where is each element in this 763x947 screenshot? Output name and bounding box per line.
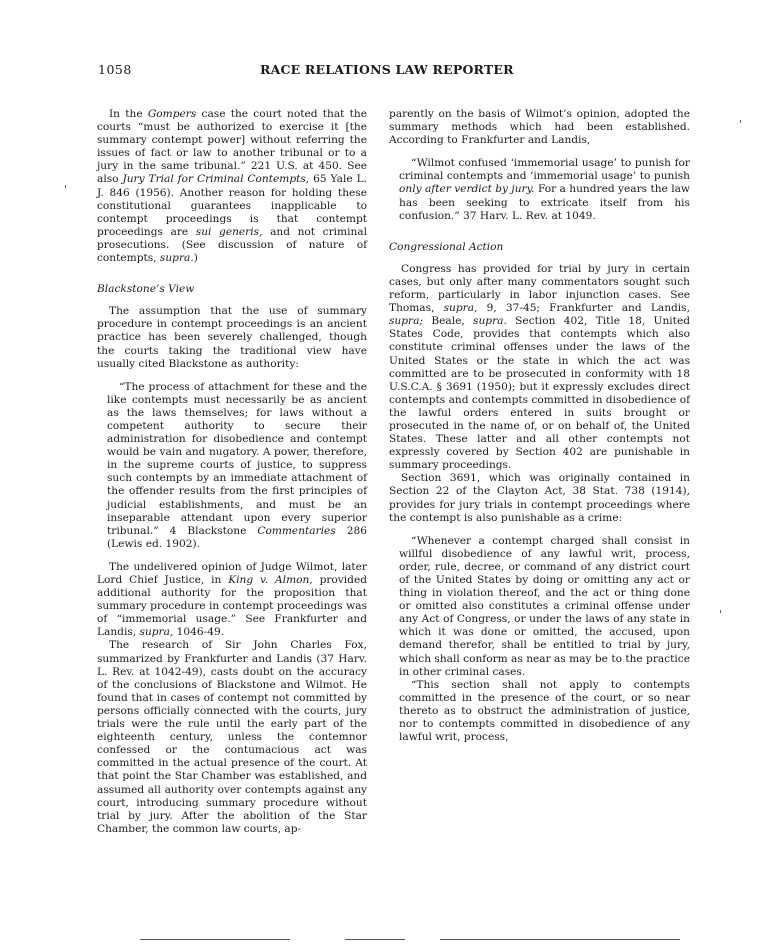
paragraph-assumption: The assumption that the use of summary procedure in contempt proceedings is an ancient practice has been severely challenged, though the courts taking the traditional view have usually cited Blackstone as authority: xyxy=(97,305,367,370)
running-title: RACE RELATIONS LAW REPORTER xyxy=(260,62,514,77)
statute-paragraph-1: “Whenever a contempt charged shall consist in willful disobedience of any lawful writ, process, order, rule, decree, or command of any district court of the United States by doing or omitting any act or thing in violation thereof, and the act or thing done or omitted also constitutes a criminal offense under any Act of Congress, or under the laws of any state in which it was done or omitted, the accused, upon demand therefor, shall be entitled to trial by jury, which shall conform as near as may be to the practice in other criminal cases. xyxy=(399,534,690,678)
footer-rule-right xyxy=(440,939,680,940)
paragraph-congress: Congress has provided for trial by jury in certain cases, but only after many commentators sought such reform, particularly in labor injunction cases. See Thomas, supra, 9, 37-45; Frankfurter and Landis, supra; Beale, supra. Section 402, Title 18, United States Code, provides that contempts which also constitute criminal offenses under the laws of the United States or the state in which the act was committed are to be prosecuted in conformity with 18 U.S.C.A. § 3691 (1950); but it expressly excludes direct contempts and contempts committed in disobedience of the lawful orders entered in suits brought or prosecuted in the name of, or on behalf of, the United States. These latter and all other contempts not expressly covered by Section 402 are punishable in summary proceedings. xyxy=(389,262,690,472)
left-column xyxy=(97,108,367,836)
scan-mark xyxy=(720,610,721,613)
scan-mark xyxy=(740,120,741,123)
blockquote-blackstone: “The process of attachment for these and the like contempts must necessarily be as ancient as the laws themselves; for laws without a competent authority to secure their administration for disobedience and contempt would be vain and nugatory. A power, therefore, in the supreme courts of justice, to suppress such contempts by an immediate attachment of the offender results from the first principles of judicial establishments, and must be an inseparable attendant upon every superior tribunal.” 4 Blackstone Commentaries 286 (Lewis ed. 1902). xyxy=(107,380,367,550)
blockquote-statute xyxy=(399,535,690,745)
section-heading-congressional: Congressional Action xyxy=(389,240,504,253)
footer-rule-middle xyxy=(345,939,405,940)
page-header xyxy=(98,62,698,80)
footer-rule-left xyxy=(140,939,290,940)
page-number: 1058 xyxy=(98,62,132,77)
right-column xyxy=(389,108,690,754)
paragraph-section-3691: Section 3691, which was originally contained in Section 22 of the Clayton Act, 38 Stat. 738 (1914), provides for jury trials in contempt proceedings where the contempt is also punishable as a crime: xyxy=(389,472,690,524)
blockquote-frankfurter: “Wilmot confused ‘immemorial usage’ to punish for criminal contempts and ‘immemorial usage’ to punish only after verdict by jury. For a hundred years the law has been seeking to extricate itself from his confusion.” 37 Harv. L. Rev. at 1049. xyxy=(399,157,690,222)
statute-paragraph-2: “This section shall not apply to contempts committed in the presence of the court, or so near thereto as to obstruct the administration of justice, nor to contempts committed in disobedience of any lawful writ, process, xyxy=(399,678,690,744)
paragraph-fox-research: The research of Sir John Charles Fox, summarized by Frankfurter and Landis (37 Harv. L. Rev. at 1042-49), casts doubt on the accuracy of the conclusions of Blackstone and Wilmot. He found that in cases of contempt not committed by persons officially connected with the courts, jury trials were the rule until the early part of the eighteenth century, unless the contemnor confessed or the contumacious act was committed in the actual presence of the court. At that point the Star Chamber was established, and assumed all authority over contempts against any court, introducing summary procedure without trial by jury. After the abolition of the Star Chamber, the common law courts, ap- xyxy=(97,639,367,835)
paragraph-wilmot: The undelivered opinion of Judge Wilmot, later Lord Chief Justice, in King v. Almon, provided additional authority for the proposition that summary procedure in contempt proceedings was of “immemorial usage.” See Frankfurter and Landis, supra, 1046-49. xyxy=(97,560,368,639)
section-heading-blackstone: Blackstone’s View xyxy=(97,283,195,296)
scan-mark xyxy=(65,185,66,188)
paragraph-gompers: In the Gompers case the court noted that the courts “must be authorized to exercise it [the summary contempt power] without referring the issues of fact or law to another tribunal or to a jury in the same tribunal.” 221 U.S. at 450. See also Jury Trial for Criminal Contempts, 65 Yale L. J. 846 (1956). Another reason for holding these constitutional guarantees inapplicable to contempt proceedings is that contempt proceedings are sui generis, and not criminal prosecutions. (See discussion of nature of contempts, supra.) xyxy=(97,108,368,265)
paragraph-continuation: parently on the basis of Wilmot’s opinion, adopted the summary methods which had been established. According to Frankfurter and Landis, xyxy=(389,108,690,147)
